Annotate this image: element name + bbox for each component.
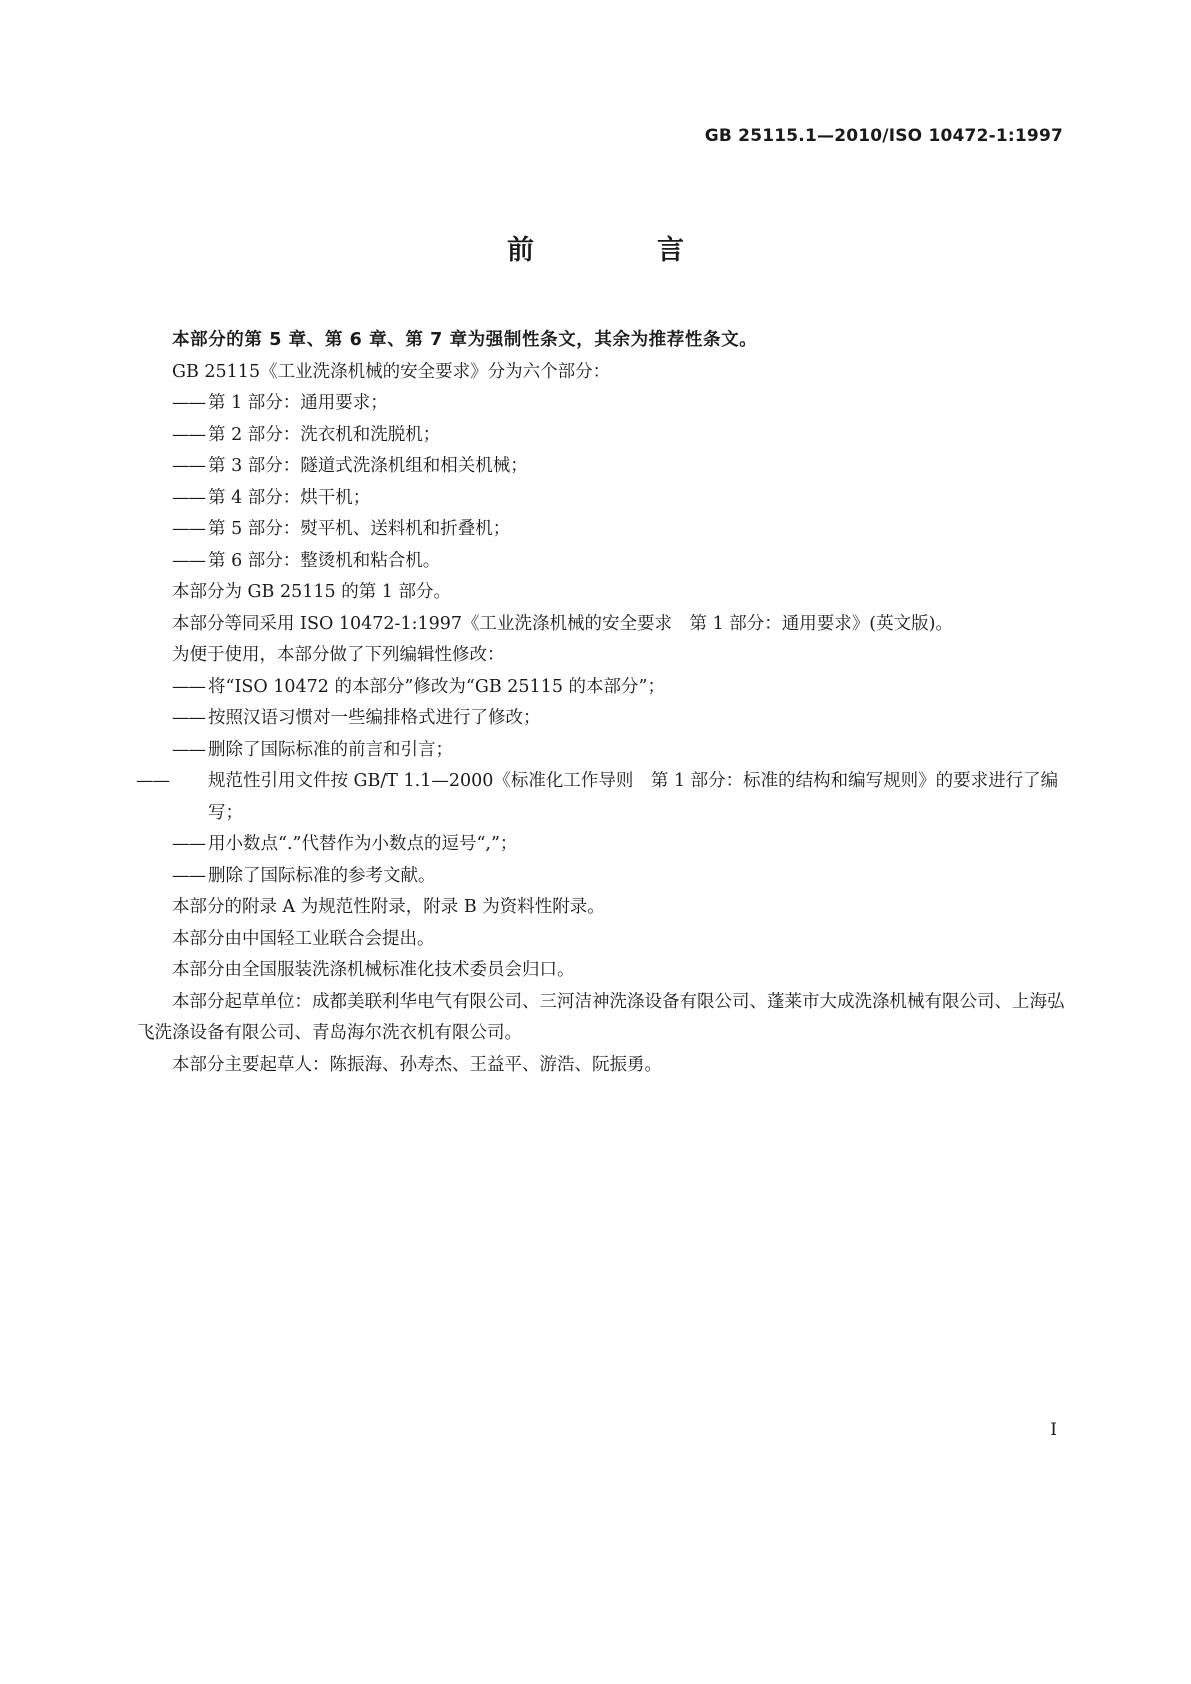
dash-marker: —— <box>172 834 205 854</box>
list-item <box>137 829 1067 861</box>
paragraph-parts-intro: GB 25115《工业洗涤机械的安全要求》分为六个部分： <box>172 361 611 382</box>
dash-marker: —— <box>172 393 205 413</box>
dash-marker: —— <box>172 708 205 728</box>
paragraph-drafting-units: 本部分起草单位：成都美联利华电气有限公司、三河洁神洗涤设备有限公司、蓬莱市大成洗涤机械有限公司、上海弘飞洗涤设备有限公司、青岛海尔洗衣机有限公司。 <box>137 991 1065 1043</box>
list-item-text: 将“ISO 10472 的本部分”修改为“GB 25115 的本部分”； <box>208 676 665 697</box>
standard-code: GB 25115.1—2010/ISO 10472-1:1997 <box>704 126 1063 146</box>
edits-list <box>137 672 1067 893</box>
list-item <box>137 546 1067 578</box>
dash-marker: —— <box>172 739 205 760</box>
list-item-text: 规范性引用文件按 GB/T 1.1—2000《标准化工作导则 第 1 部分：标准的结构和编写规则》的要求进行了编写； <box>208 771 1059 823</box>
paragraph-part-number: 本部分为 GB 25115 的第 1 部分。 <box>172 582 451 602</box>
list-item-text: 第 1 部分：通用要求； <box>208 393 388 413</box>
list-item-text: 删除了国际标准的参考文献。 <box>208 865 436 886</box>
list-item <box>137 861 1067 893</box>
dash-marker: —— <box>172 865 205 886</box>
mandatory-clause-statement: 本部分的第 5 章、第 6 章、第 7 章为强制性条文，其余为推荐性条文。 <box>172 330 758 350</box>
parts-list <box>137 388 1067 577</box>
dash-marker: —— <box>172 519 205 539</box>
page-number: I <box>1050 1420 1057 1440</box>
list-item <box>137 388 1067 420</box>
paragraph-drafters: 本部分主要起草人：陈振海、孙寿杰、王益平、游浩、阮振勇。 <box>172 1054 662 1075</box>
list-item-text: 删除了国际标准的前言和引言； <box>208 739 453 760</box>
paragraph-equivalence: 本部分等同采用 ISO 10472-1:1997《工业洗涤机械的安全要求 第 1 部分：通用要求》(英文版)。 <box>172 613 953 634</box>
list-item-text: 第 6 部分：整烫机和粘合机。 <box>208 550 441 571</box>
list-item-text: 第 5 部分：熨平机、送料机和折叠机； <box>208 519 511 539</box>
foreword-body <box>137 325 1067 1081</box>
paragraph-edits-intro: 为便于使用，本部分做了下列编辑性修改： <box>172 645 505 665</box>
list-item <box>137 766 1067 829</box>
paragraph-annexes: 本部分的附录 A 为规范性附录，附录 B 为资料性附录。 <box>172 897 605 917</box>
list-item-text: 用小数点“.”代替作为小数点的逗号“,”； <box>208 834 518 854</box>
list-item <box>137 514 1067 546</box>
dash-marker: —— <box>136 771 169 791</box>
list-item-text: 第 3 部分：隧道式洗涤机组和相关机械； <box>208 456 528 476</box>
list-item-text: 第 4 部分：烘干机； <box>208 487 371 508</box>
dash-marker: —— <box>172 487 205 508</box>
page-title: 前 言 <box>507 235 732 266</box>
dash-marker: —— <box>172 550 205 571</box>
list-item <box>137 451 1067 483</box>
list-item <box>137 672 1067 704</box>
dash-marker: —— <box>172 424 205 445</box>
list-item <box>137 420 1067 452</box>
list-item <box>137 735 1067 767</box>
dash-marker: —— <box>172 676 205 697</box>
dash-marker: —— <box>172 456 205 476</box>
list-item <box>137 483 1067 515</box>
list-item <box>137 703 1067 735</box>
paragraph-proposer: 本部分由中国轻工业联合会提出。 <box>172 928 435 949</box>
list-item-text: 第 2 部分：洗衣机和洗脱机； <box>208 424 441 445</box>
paragraph-technical-committee: 本部分由全国服装洗涤机械标准化技术委员会归口。 <box>172 960 575 980</box>
list-item-text: 按照汉语习惯对一些编排格式进行了修改； <box>208 708 541 728</box>
